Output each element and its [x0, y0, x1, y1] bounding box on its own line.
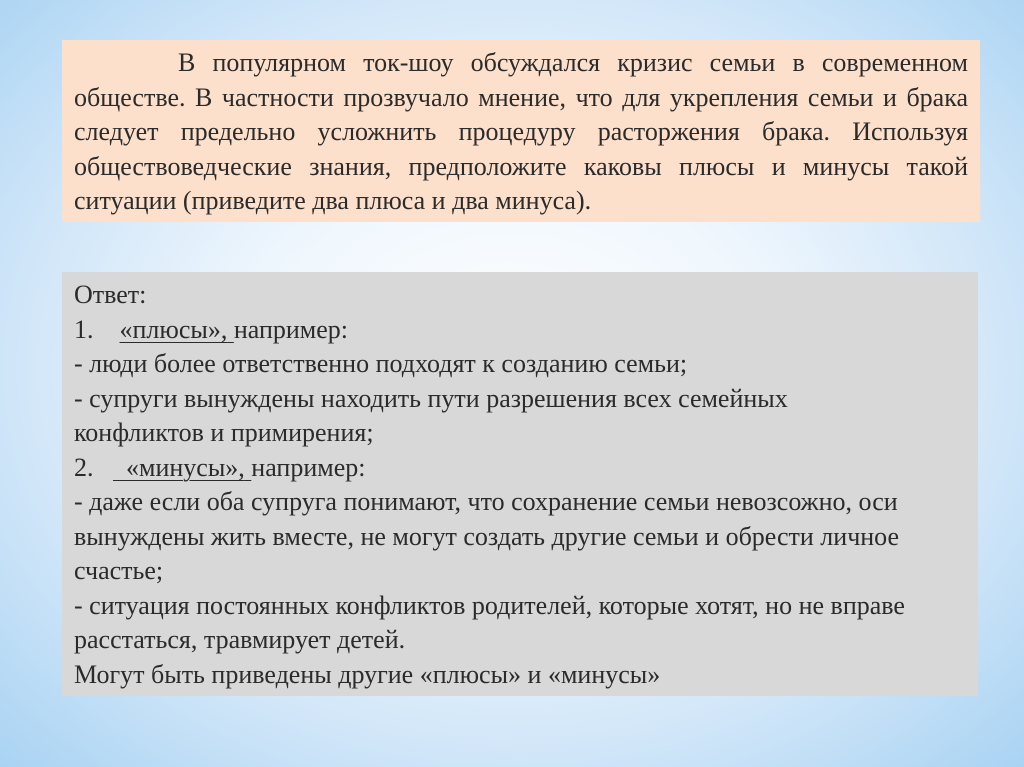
cons-suffix: например: [251, 452, 366, 482]
task-text: В популярном ток-шоу обсуждался кризис семьи в современном обществе. В частности прозвучало мнение, что для укрепления семьи и брака следует предельно усложнить процедуру расторжения брака. Используя обществоведческие знания, предположите каковы плюсы и минусы такой ситуации (приведите два плюса и два минуса). [74, 48, 968, 215]
cons-label: «минусы», [126, 452, 245, 482]
answer-footer: Могут быть приведены другие «плюсы» и «минусы» [74, 659, 661, 689]
cons-number: 2. [74, 452, 94, 482]
pros-suffix: например: [233, 314, 348, 344]
pros-item-2: - супруги вынуждены находить пути разрешения всех семейных конфликтов и примирения; [74, 383, 788, 447]
task-panel [62, 40, 980, 222]
pros-heading [74, 313, 966, 348]
answer-panel [62, 272, 978, 696]
pros-item-1: - люди более ответственно подходят к созданию семьи; [74, 349, 688, 378]
pros-label: «плюсы», [119, 314, 228, 344]
cons-heading [74, 451, 966, 486]
pros-number: 1. [74, 314, 94, 344]
cons-item-2: - ситуация постоянных конфликтов родителей, которые хотят, но не вправе расстаться, травмирует детей. [74, 590, 905, 654]
cons-item-1: - даже если оба супруга понимают, что сохранение семьи невозсожно, оси вынуждены жить вместе, не могут создать другие семьи и обрести личное счастье; [74, 487, 900, 585]
answer-heading: Ответ: [74, 280, 147, 309]
